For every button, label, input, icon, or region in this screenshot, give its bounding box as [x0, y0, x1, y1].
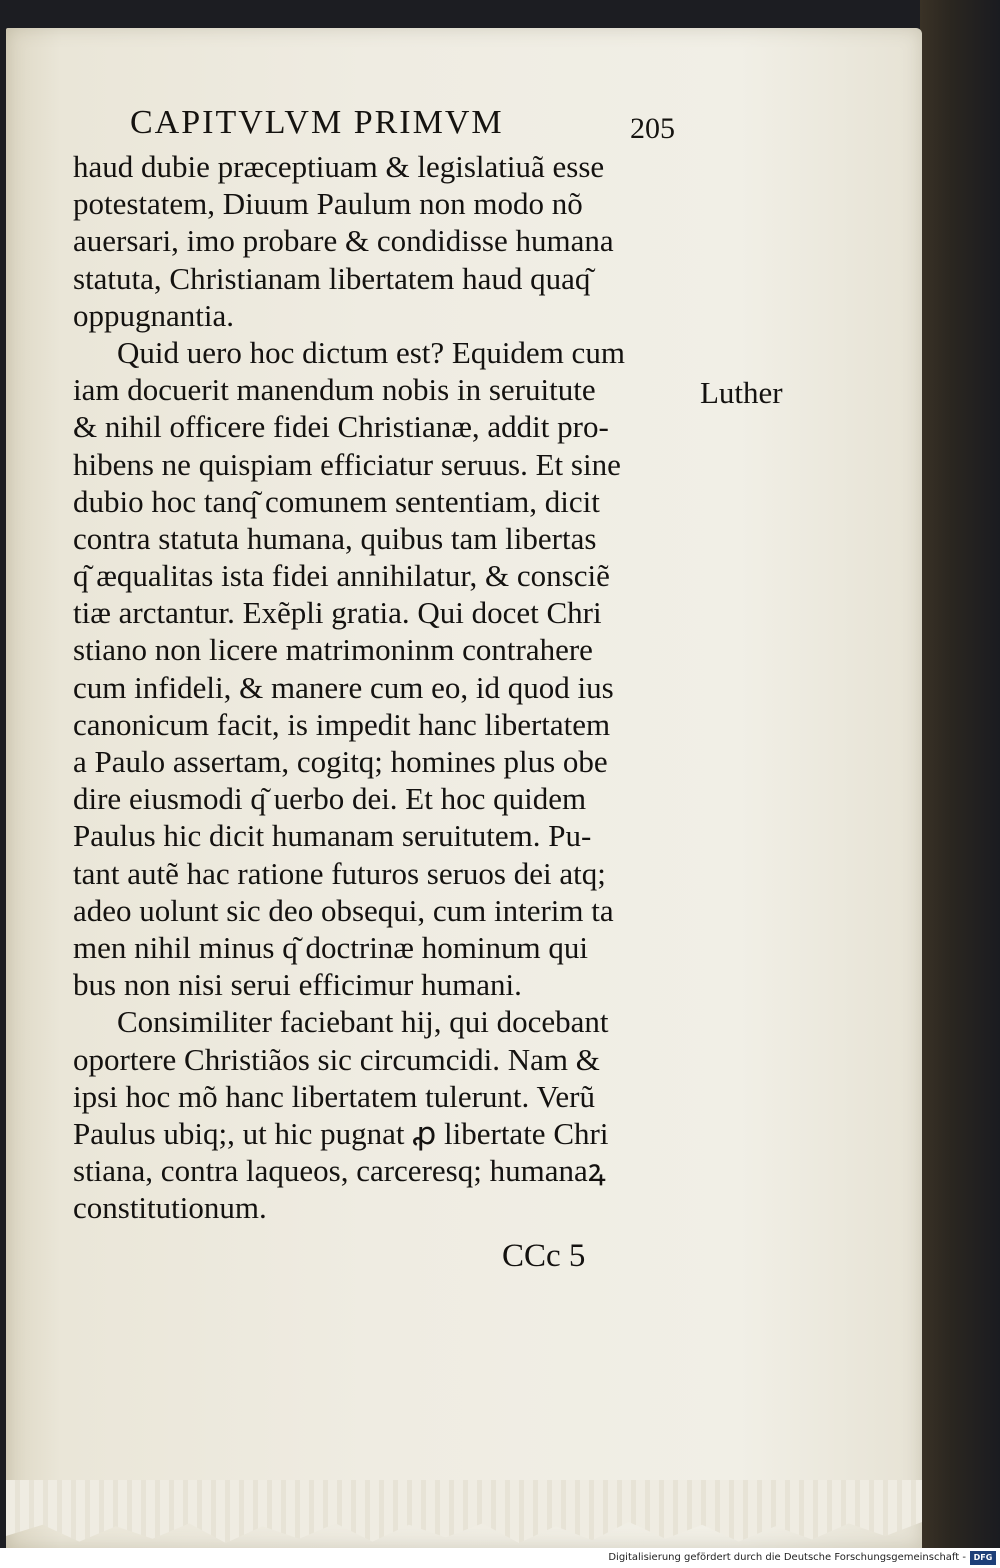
page-header	[130, 100, 710, 146]
text-line: dubio hoc tanq͂ comunem sententiam, dicit	[73, 483, 600, 519]
text-line: & nihil officere fidei Christianæ, addit pro-	[73, 409, 609, 445]
text-line: dire eiusmodi q͂ uerbo dei. Et hoc quidem	[73, 781, 587, 817]
text-line: stiano non licere matrimoninm contrahere	[73, 632, 593, 668]
digitization-footer	[0, 1548, 1000, 1568]
text-line: tiæ arctantur. Exẽpli gratia. Qui docet Chri	[73, 595, 602, 631]
text-line: q͂ æqualitas ista fidei annihilatur, & consciẽ	[73, 558, 610, 594]
running-head: CAPITVLVM PRIMVM	[130, 104, 504, 141]
text-line: oportere Christiãos sic circumcidi. Nam &	[73, 1041, 600, 1077]
text-line: a Paulo assertam, cogitq; homines plus obe	[73, 744, 608, 779]
text-line: oppugnantia.	[73, 297, 234, 333]
signature-mark: CCc 5	[502, 1238, 586, 1274]
text-line: haud dubie præceptiuam & legislatiuã esse	[73, 149, 605, 184]
margin-note: Luther	[700, 375, 783, 410]
text-line: iam docuerit manendum nobis in seruitute	[73, 372, 596, 408]
text-line: men nihil minus q͂ doctrinæ hominum qui	[73, 929, 588, 965]
text-line: auersari, imo probare & condidisse humana	[73, 223, 614, 259]
text-line: canonicum facit, is impedit hanc libertatem	[73, 706, 611, 742]
text-line: tant autẽ hac ratione futuros seruos dei atq;	[73, 855, 606, 891]
text-line: constitutionum.	[73, 1190, 267, 1226]
paragraph-start-line: Consimiliter faciebant hĳ, qui docebant	[117, 1004, 609, 1040]
text-line: potestatem, Diuum Paulum non modo nõ	[73, 186, 583, 222]
book-edge-background	[920, 0, 1000, 1548]
text-line: stiana, contra laqueos, carceresq; humanaꝝ	[73, 1153, 606, 1189]
text-line: contra statuta humana, quibus tam libertas	[73, 520, 597, 556]
text-line: hibens ne quispiam efficiatur seruus. Et sine	[73, 446, 621, 482]
text-line: statuta, Christianam libertatem haud quaq͂	[73, 260, 591, 296]
dfg-logo-icon: DFG	[970, 1551, 996, 1565]
text-line: Paulus hic dicit humanam seruitutem. Pu-	[73, 818, 592, 854]
text-line: ipsi hoc mõ hanc libertatem tulerunt. Verũ	[73, 1078, 595, 1114]
text-line: bus non nisi serui efficimur humani.	[73, 967, 522, 1003]
body-text	[73, 148, 713, 1226]
text-line: Paulus ubiq;, ut hic pugnat ꝓ libertate Chri	[73, 1115, 609, 1151]
paragraph-start-line: Quid uero hoc dictum est? Equidem cum	[117, 334, 625, 370]
page-number: 205	[630, 112, 675, 145]
footer-credit: Digitalisierung gefördert durch die Deutsche Forschungsgemeinschaft -	[608, 1552, 966, 1563]
text-line: adeo uolunt sic deo obsequi, cum interim ta	[73, 892, 614, 928]
text-line: cum infideli, & manere cum eo, id quod ius	[73, 669, 614, 705]
